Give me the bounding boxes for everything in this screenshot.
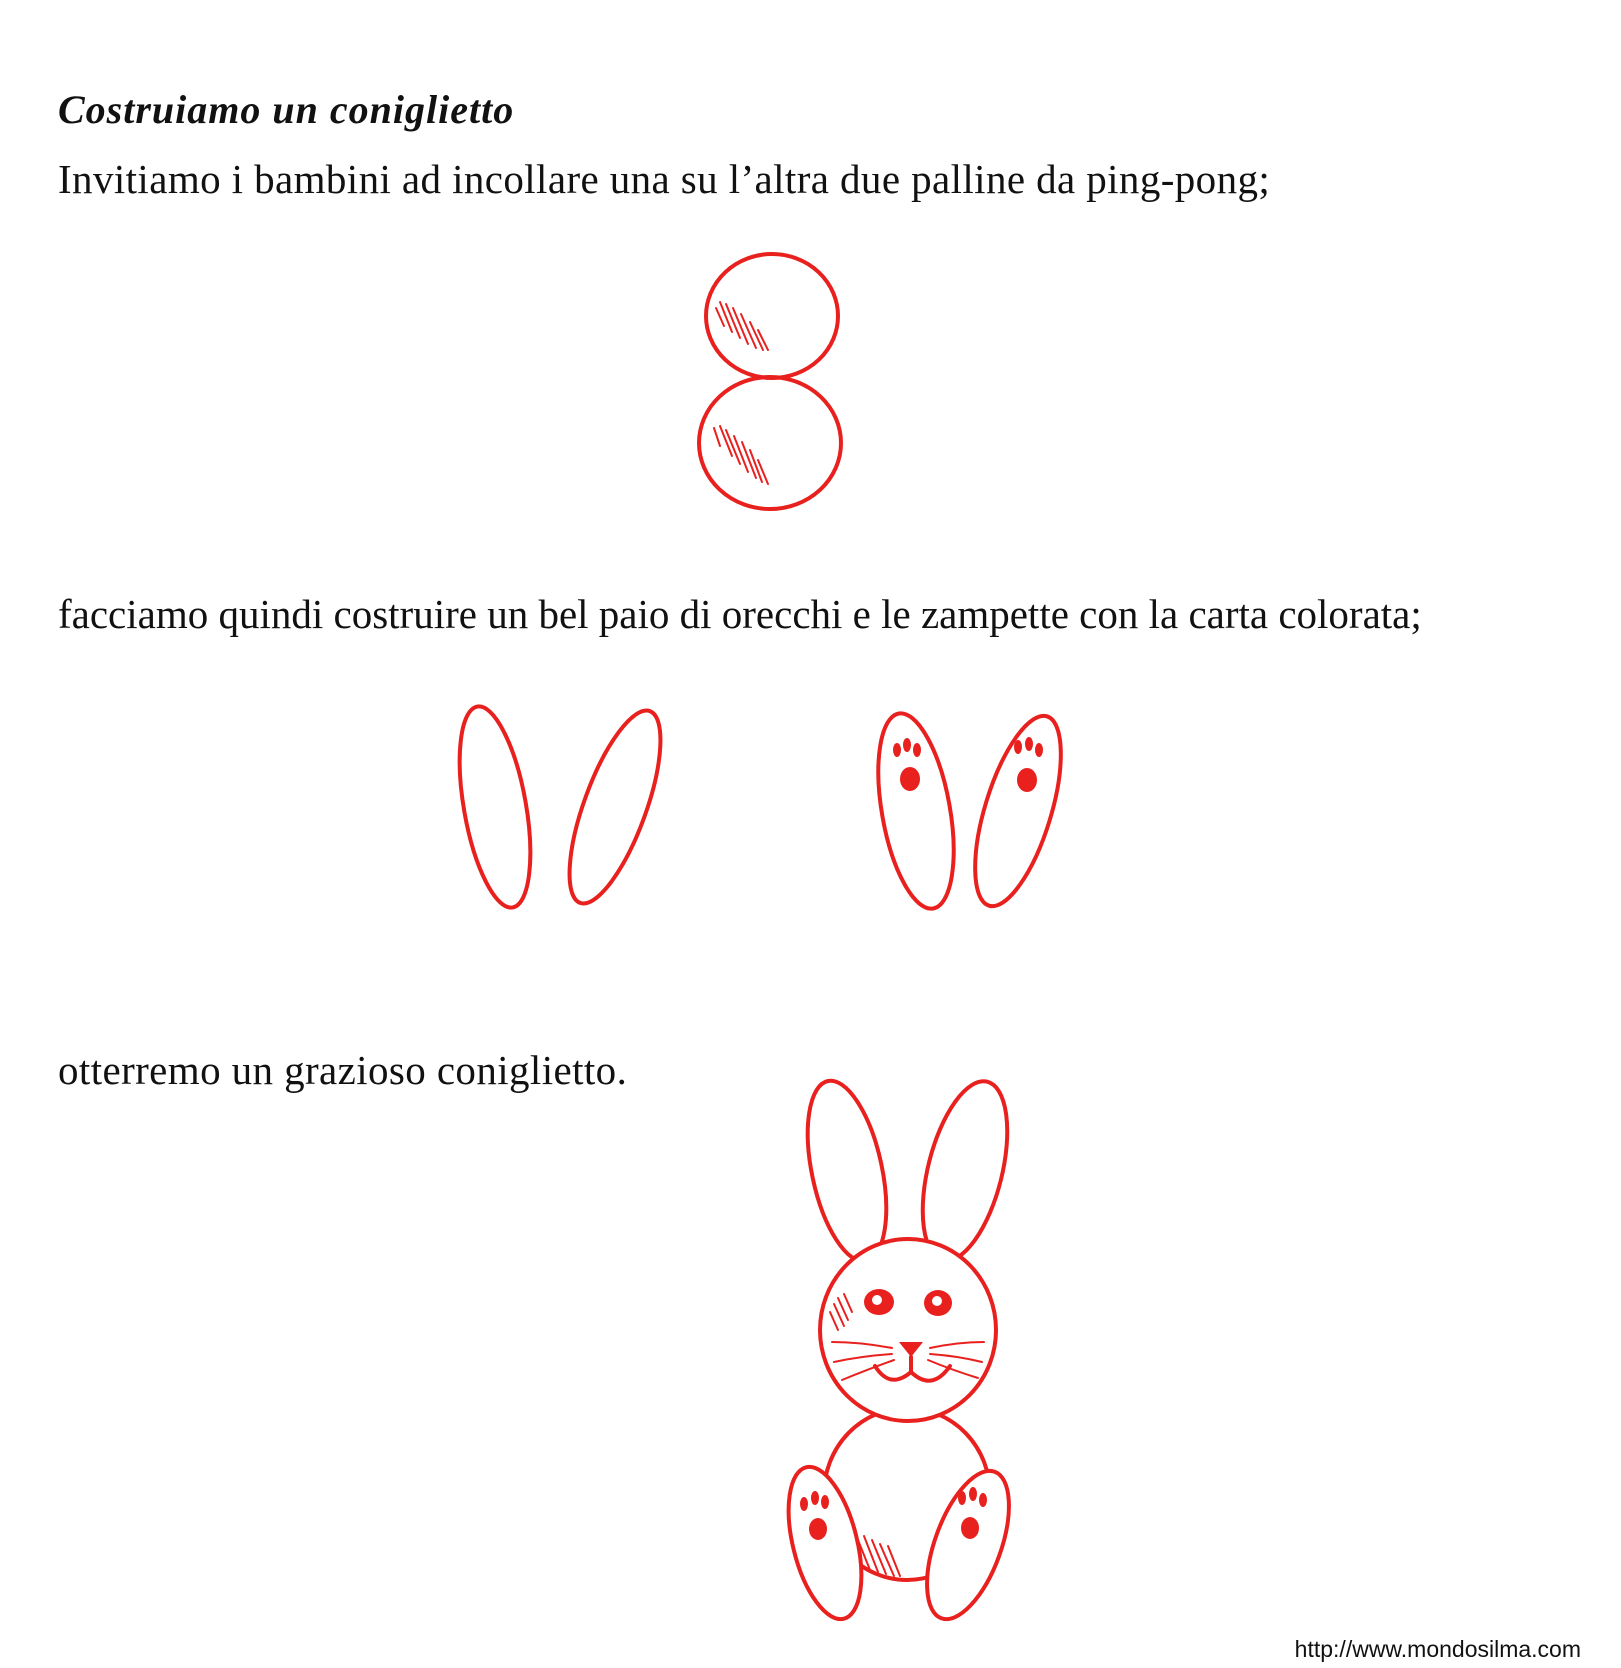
instruction-step-1: Invitiamo i bambini ad incollare una su l’altra due palline da ping-pong; — [58, 156, 1271, 202]
right-paw — [957, 707, 1078, 916]
lower-ball — [699, 377, 841, 509]
bunny-illustration — [790, 1080, 1030, 1640]
page-title: Costruiamo un coniglietto — [58, 87, 515, 132]
ears-illustration — [450, 705, 700, 915]
paws-illustration — [868, 712, 1078, 912]
source-credit: http://www.mondosilma.com — [1294, 1636, 1581, 1662]
instruction-step-3: otterremo un grazioso coniglietto. — [58, 1047, 628, 1093]
instruction-step-2: facciamo quindi costruire un bel paio di orecchi e le zampette con la carta colorata; — [58, 591, 1422, 637]
right-ear — [551, 701, 679, 914]
bunny-right-paw — [910, 1460, 1025, 1629]
upper-ball — [706, 254, 838, 378]
bunny-head — [820, 1239, 996, 1421]
ping-pong-balls-illustration — [690, 250, 850, 530]
left-paw — [865, 708, 966, 915]
left-ear — [447, 701, 543, 913]
